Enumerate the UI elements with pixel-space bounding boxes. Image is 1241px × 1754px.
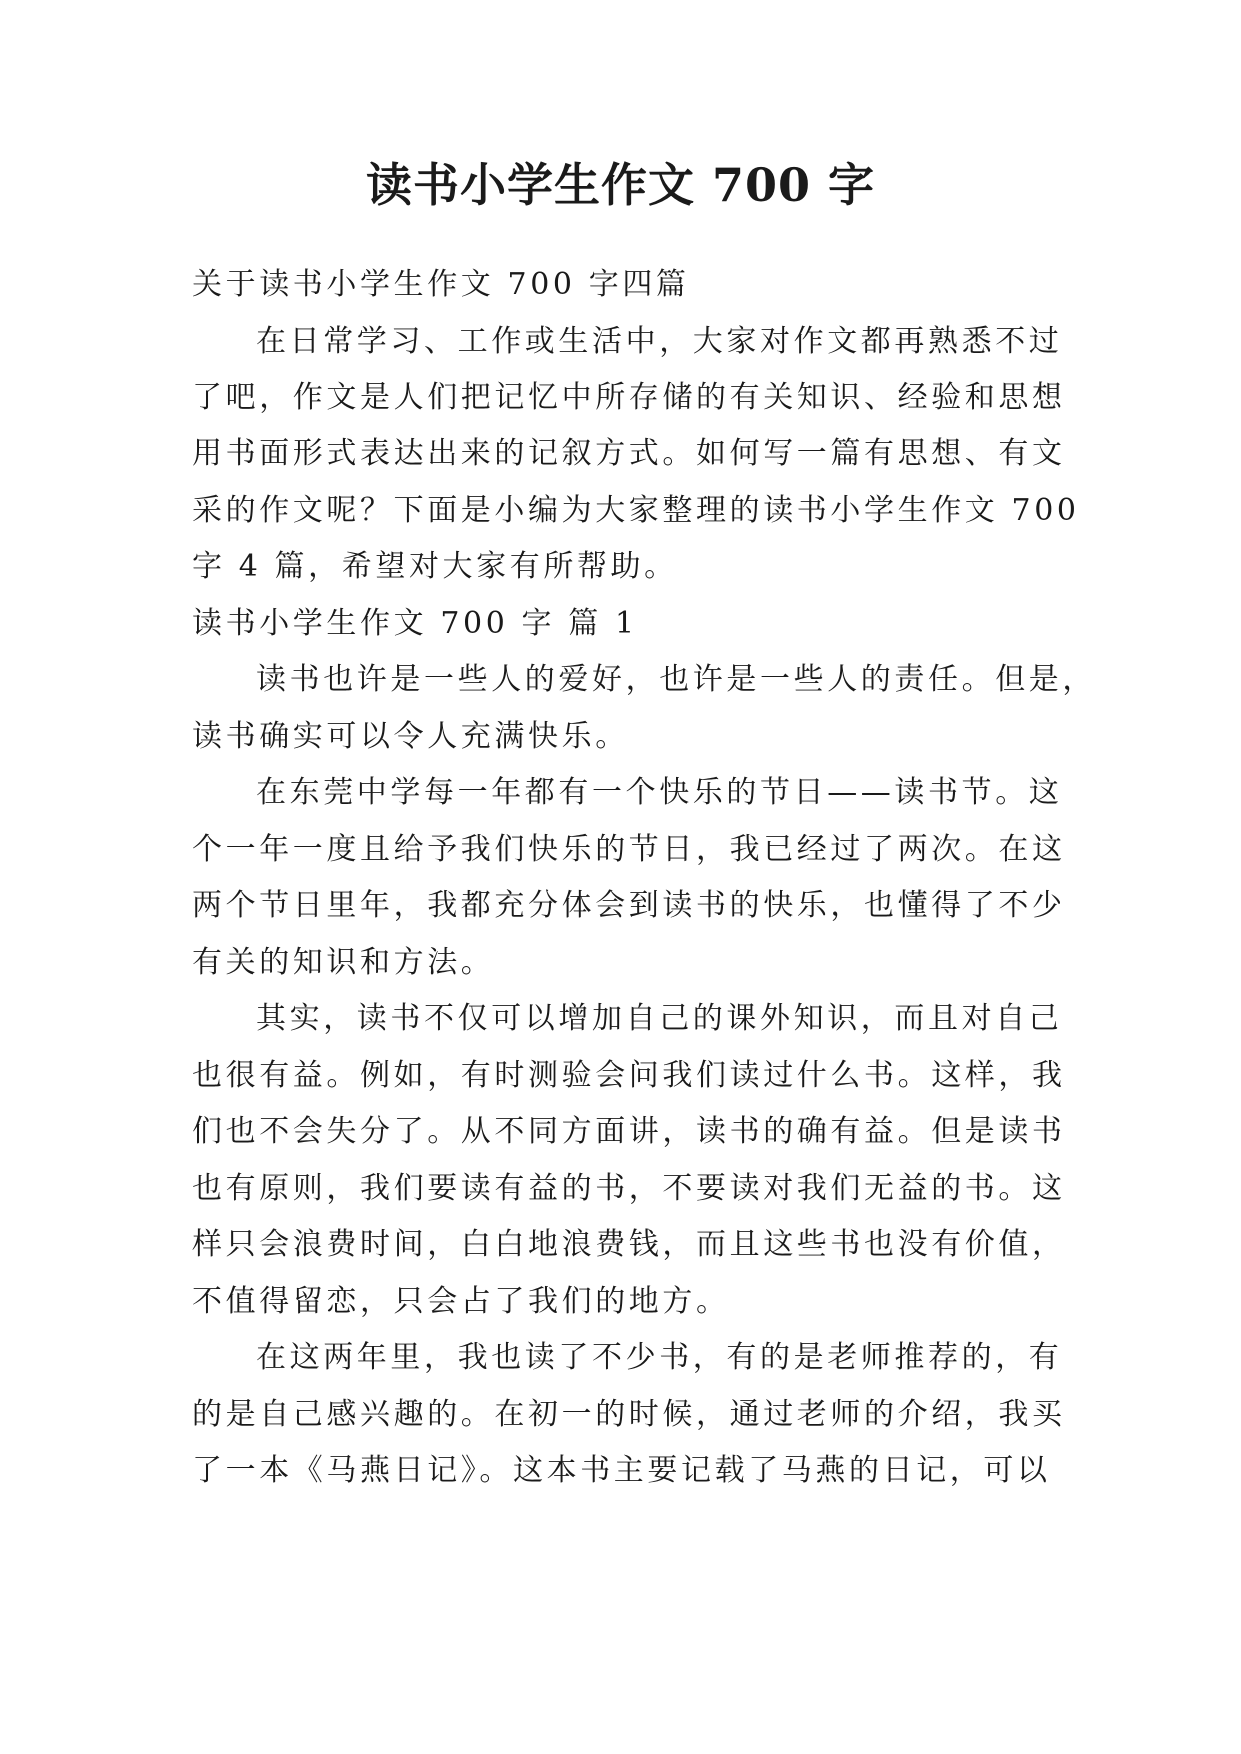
body-line: 两个节日里年，我都充分体会到读书的快乐，也懂得了不少 [192, 888, 1066, 923]
intro-line: 字 4 篇，希望对大家有所帮助。 [192, 549, 678, 584]
body-line: 有关的知识和方法。 [192, 945, 495, 980]
subtitle-line: 关于读书小学生作文 700 字四篇 [192, 267, 690, 302]
intro-line: 在日常学习、工作或生活中，大家对作文都再熟悉不过 [256, 324, 1063, 359]
body-line: 也很有益。例如，有时测验会问我们读过什么书。这样，我 [192, 1058, 1066, 1093]
body-line: 其实，读书不仅可以增加自己的课外知识，而且对自己 [256, 1001, 1063, 1036]
section-heading: 读书小学生作文 700 字 篇 1 [192, 606, 638, 641]
intro-line: 了吧，作文是人们把记忆中所存储的有关知识、经验和思想 [192, 380, 1066, 415]
intro-line: 采的作文呢？下面是小编为大家整理的读书小学生作文 700 [192, 493, 1080, 528]
body-line: 在这两年里，我也读了不少书，有的是老师推荐的，有 [256, 1340, 1063, 1375]
body-line: 也有原则，我们要读有益的书，不要读对我们无益的书。这 [192, 1171, 1066, 1206]
body-line: 样只会浪费时间，白白地浪费钱，而且这些书也没有价值， [192, 1227, 1066, 1262]
intro-line: 用书面形式表达出来的记叙方式。如何写一篇有思想、有文 [192, 436, 1066, 471]
body-line: 不值得留恋，只会占了我们的地方。 [192, 1284, 730, 1319]
body-line: 在东莞中学每一年都有一个快乐的节日——读书节。这 [256, 775, 1063, 810]
body-line: 读书也许是一些人的爱好，也许是一些人的责任。但是， [256, 662, 1096, 697]
body-line: 的是自己感兴趣的。在初一的时候，通过老师的介绍，我买 [192, 1397, 1066, 1432]
document-title: 读书小学生作文 700 字 [365, 158, 876, 212]
body-line: 读书确实可以令人充满快乐。 [192, 719, 629, 754]
body-line: 了一本《马燕日记》。这本书主要记载了马燕的日记，可以 [192, 1453, 1051, 1488]
body-line: 们也不会失分了。从不同方面讲，读书的确有益。但是读书 [192, 1114, 1066, 1149]
body-line: 个一年一度且给予我们快乐的节日，我已经过了两次。在这 [192, 832, 1066, 867]
